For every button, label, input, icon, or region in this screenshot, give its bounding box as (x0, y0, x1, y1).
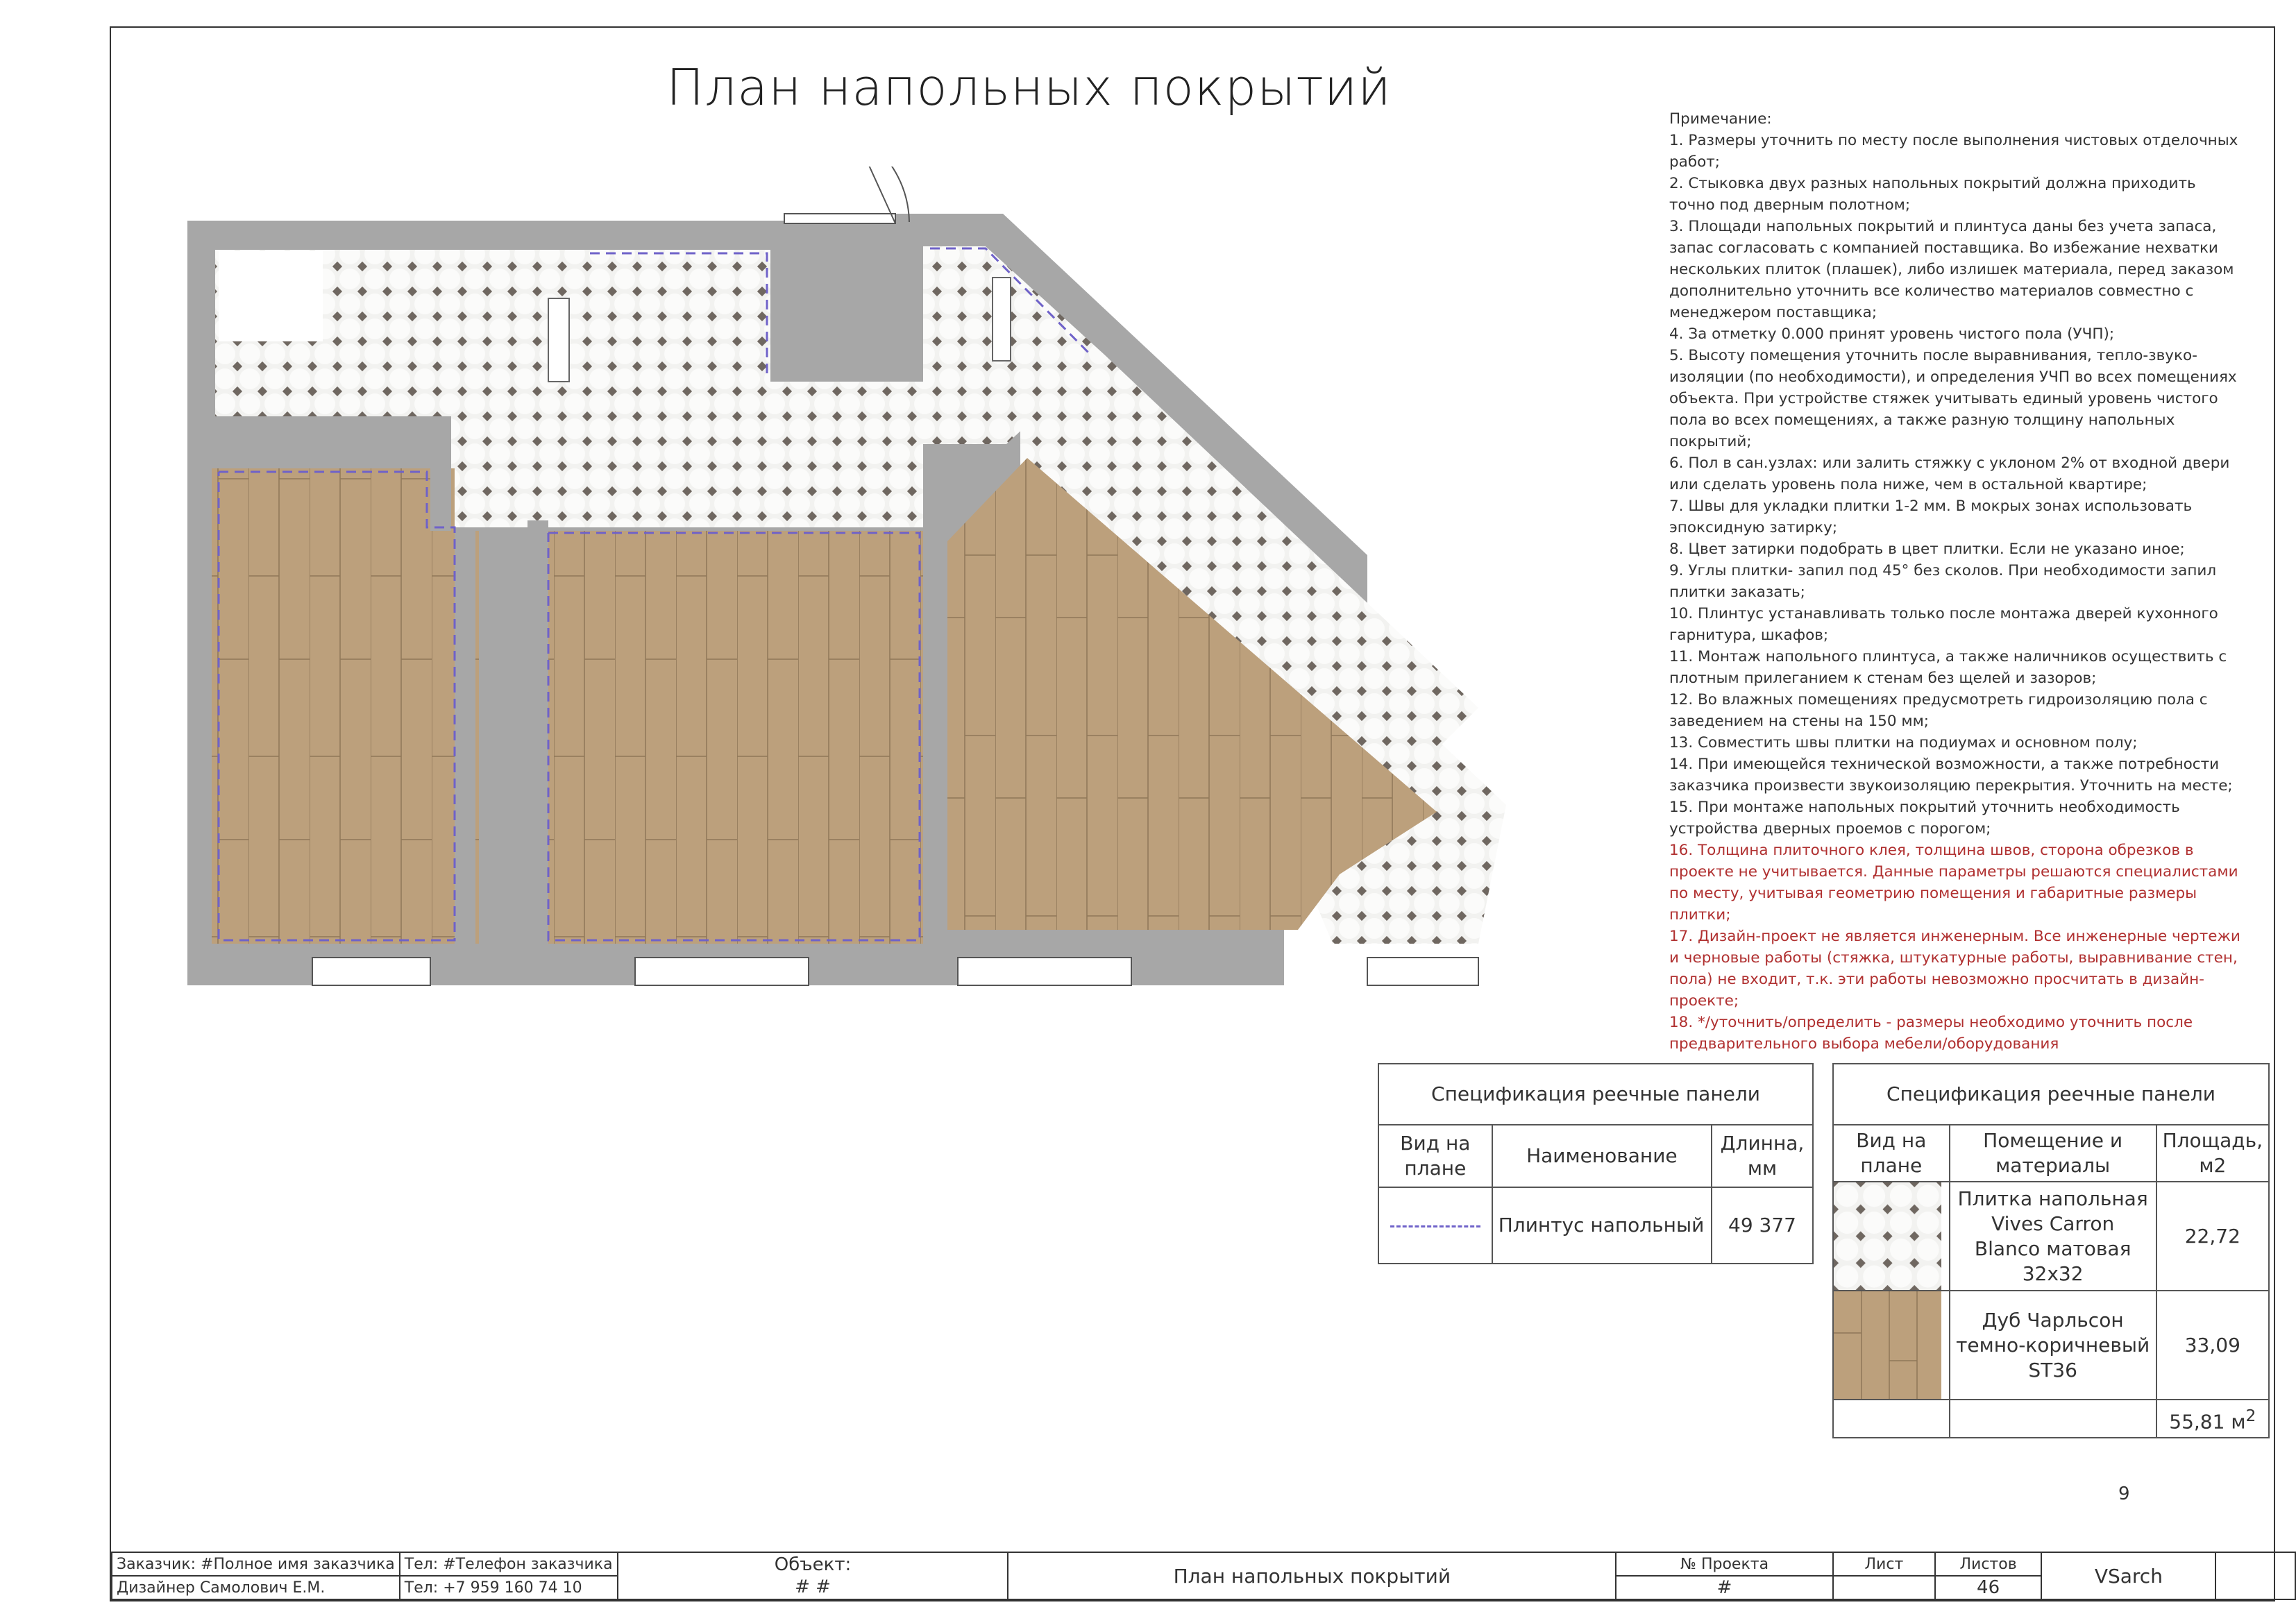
col-header: Наименование (1492, 1125, 1712, 1187)
fixture-block (219, 251, 323, 341)
col-header: Вид на плане (1833, 1125, 1950, 1182)
material-area: 33,09 (2156, 1291, 2269, 1400)
floor-plan (187, 167, 1610, 1020)
project-no-label: № Проекта (1616, 1552, 1833, 1576)
client-phone: Тел: #Телефон заказчика (400, 1552, 618, 1576)
note-line: 13. Совместить швы плитки на подиумах и основном полу; (1669, 734, 2138, 751)
note-line-warning: 17. Дизайн-проект не является инженерным. Все инженерные чертежи и черновые работы (стяжка, штукатурные работы, выравнивание стен, пола) не входит, т.к. эти работы невозможно просчитать в дизайн-проекте; (1669, 928, 2240, 1010)
entry-door (784, 167, 909, 223)
page-title: План напольных покрытий (666, 58, 1392, 117)
niche (993, 278, 1011, 361)
col-header: Длинна, мм (1712, 1125, 1813, 1187)
sheet-title: План напольных покрытий (1008, 1552, 1616, 1599)
note-line: 14. При имеющейся технической возможности, а также потребности заказчика произвести звукоизоляцию перекрытия. Уточнить на месте; (1669, 756, 2233, 794)
wood-swatch (1833, 1291, 1950, 1400)
page-number: 9 (2118, 1484, 2130, 1504)
col-header: Вид на плане (1378, 1125, 1492, 1187)
spec-table-floors (1832, 1063, 2270, 1438)
designer-name: Дизайнер Самолович Е.М. (112, 1576, 400, 1599)
note-line: 4. За отметку 0.000 принят уровень чистого пола (УЧП); (1669, 325, 2115, 343)
object-cell: Объект: # # (618, 1552, 1008, 1599)
note-line-warning: 16. Толщина плиточного клея, толщина швов, сторона обрезков в проекте не учитывается. Данные параметры решаются специалистами по месту, учитывая геометрию помещения и габаритные размеры плитки; (1669, 842, 2238, 924)
note-line: 8. Цвет затирки подобрать в цвет плитки. Если не указано иное; (1669, 541, 2185, 558)
project-no-value: # (1616, 1576, 1833, 1599)
spec-title: Спецификация реечные панели (1833, 1064, 2269, 1125)
spec-table-skirting (1378, 1063, 1814, 1264)
note-line: 9. Углы плитки- запил под 45° без сколов. При необходимости запил плитки заказать; (1669, 562, 2217, 601)
note-line-warning: 18. */уточнить/определить - размеры необходимо уточнить после предварительного выбора мебели/оборудования (1669, 1014, 2193, 1053)
item-name: Плинтус напольный (1492, 1187, 1712, 1264)
col-header: Помещение и материалы (1950, 1125, 2156, 1182)
sheets-label: Листов (1935, 1552, 2042, 1576)
sheets-value: 46 (1935, 1576, 2042, 1599)
total-area: 55,81 $м^2$ (2156, 1400, 2269, 1438)
note-line: 7. Швы для укладки плитки 1-2 мм. В мокрых зонах использовать эпоксидную затирку; (1669, 498, 2193, 536)
spec-title: Спецификация реечные панели (1378, 1064, 1813, 1125)
sheet-label: Лист (1833, 1552, 1935, 1576)
col-header: Площадь, м2 (2156, 1125, 2269, 1182)
niche (548, 298, 569, 382)
note-line: 10. Плинтус устанавливать только после монтажа дверей кухонного гарнитура, шкафов; (1669, 605, 2218, 644)
note-line: 3. Площади напольных покрытий и плинтуса даны без учета запаса, запас согласовать с компанией поставщика. Во избежание нехватки нескольких плиток (плашек), либо излишек материала, перед заказом дополнительно уточнить все количество материалов совместно с менеджером поставщика; (1669, 218, 2234, 321)
note-line: 2. Стыковка двух разных напольных покрытий должна приходить точно под дверным полотном; (1669, 175, 2196, 214)
material-name: Дуб Чарльсон темно-коричневый ST36 (1950, 1291, 2156, 1400)
note-line: 15. При монтаже напольных покрытий уточнить необходимость устройства дверных проемов с порогом; (1669, 799, 2180, 838)
material-name: Плитка напольная Vives Carron Blanco матовая 32х32 (1950, 1182, 2156, 1291)
sheet-value (1833, 1576, 1935, 1599)
note-line: 5. Высоту помещения уточнить после выравнивания, тепло-звуко- изоляции (по необходимости), и определения УЧП во всех помещениях объекта. При устройстве стяжек учитывать единый уровень чистого пола во всех помещениях, а также разную толщину напольных покрытий; (1669, 347, 2237, 450)
note-line: 12. Во влажных помещениях предусмотреть гидроизоляцию пола с заведением на стены на 150 мм; (1669, 691, 2208, 730)
note-line: Примечание: (1669, 110, 1772, 128)
designer-phone: Тел: +7 959 160 74 10 (400, 1576, 618, 1599)
client-name: Заказчик: #Полное имя заказчика (112, 1552, 400, 1576)
note-line: 6. Пол в сан.узлах: или залить стяжку с уклоном 2% от входной двери или сделать уровень пола ниже, чем в остальной квартире; (1669, 454, 2230, 493)
note-line: 1. Размеры уточнить по месту после выполнения чистовых отделочных работ; (1669, 132, 2238, 171)
legend-skirting (1378, 1187, 1492, 1264)
company: VSarch (2041, 1552, 2215, 1599)
note-line: 11. Монтаж напольного плинтуса, а также наличников осуществить с плотным прилеганием к стенам без щелей и зазоров; (1669, 648, 2227, 687)
title-block (111, 1552, 2296, 1600)
material-area: 22,72 (2156, 1182, 2269, 1291)
notes (1669, 108, 2245, 1055)
tile-swatch (1833, 1182, 1950, 1291)
item-length: 49 377 (1712, 1187, 1813, 1264)
